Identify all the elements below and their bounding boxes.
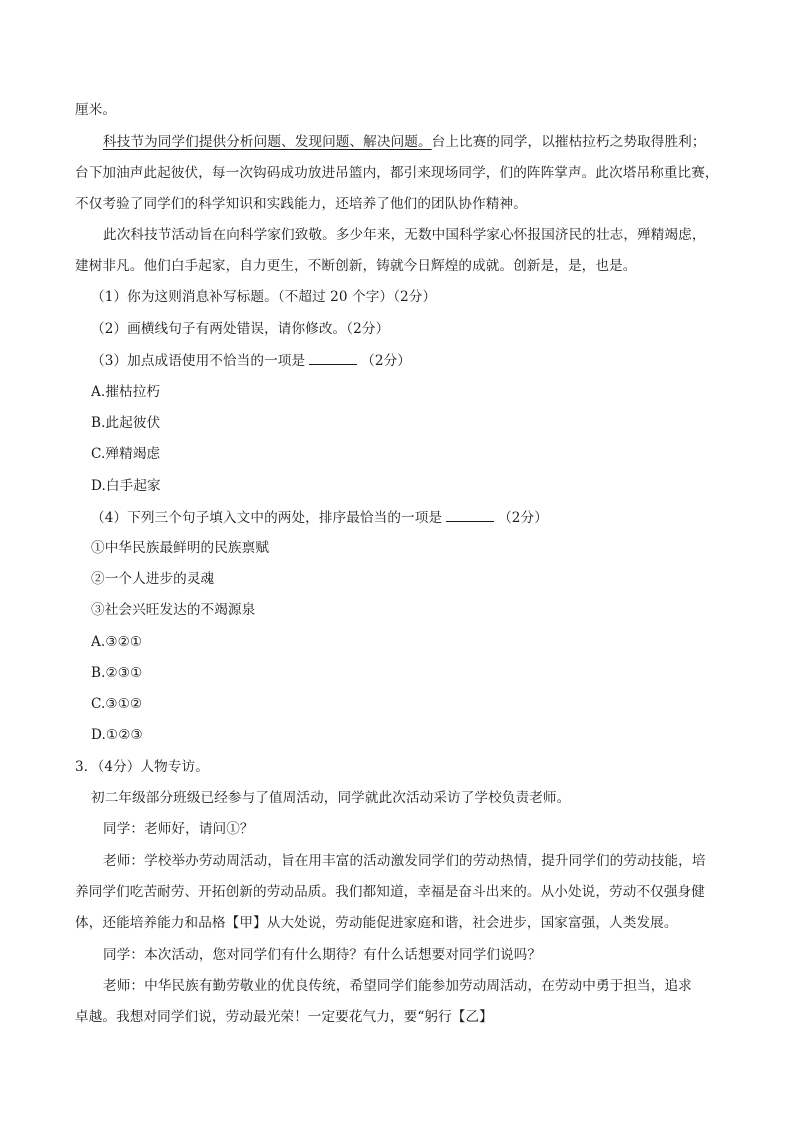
option-c: C.③①② (91, 696, 143, 712)
option-b: B.②③① (91, 665, 143, 681)
sentence-2: ②一个人进步的灵魂 (91, 571, 215, 587)
passage-text: 台上比赛的同学，以摧枯拉朽之势取得胜利； (431, 134, 706, 150)
dialogue-teacher-2: 老师：中华民族有勤劳敬业的优良传统，希望同学们能参加劳动周活动，在劳动中勇于担当，追求 (103, 978, 692, 994)
question-3-text: （3）加点成语使用不恰当的一项是 (91, 353, 306, 369)
question-4-score: （2分） (498, 510, 548, 526)
question-3 (91, 349, 725, 371)
question-4-text: （4）下列三个句子填入文中的两处，排序最恰当的一项是 (91, 510, 443, 526)
dialogue-teacher-1-line-2: 养同学们吃苦耐劳、开拓创新的劳动品质。我们都知道，幸福是奋斗出来的。从小处说，劳动不仅强身健 (75, 884, 705, 900)
option-a: A.③②① (91, 634, 143, 650)
sentence-1: ①中华民族最鲜明的民族禀赋 (91, 540, 270, 556)
question-1: （1）你为这则消息补写标题。（不超过 20 个字）（2分） (91, 289, 437, 305)
passage-line-continuation: 厘米。 (75, 102, 117, 118)
dialogue-teacher-1-line-3: 体，还能培养能力和品格【甲】从大处说，劳动能促进家庭和谐，社会进步，国家富强，人类发展。 (75, 915, 678, 931)
option-d: D.①②③ (91, 727, 143, 743)
passage-paragraph-1 (103, 131, 725, 153)
underlined-sentence: 科技节为同学们提供分析问题、发现问题、解决问题。 (103, 134, 432, 150)
passage-line: 建树非凡。他们白手起家，自力更生，不断创新，铸就今日辉煌的成就。创新是，是，也是。 (75, 258, 637, 274)
option-c: C.殚精竭虑 (91, 446, 161, 462)
answer-blank (309, 349, 357, 365)
option-d: D.白手起家 (91, 478, 161, 494)
option-b: B.此起彼伏 (91, 415, 161, 431)
section-3-intro: 初二年级部分班级已经参与了值周活动，同学就此次活动采访了学校负责老师。 (91, 790, 571, 806)
passage-paragraph-2: 此次科技节活动旨在向科学家们致敬。多少年来，无数中国科学家心怀报国济民的壮志，殚精竭虑， (103, 227, 706, 243)
question-4 (91, 506, 725, 528)
option-a: A.摧枯拉朽 (91, 384, 161, 400)
passage-line: 台下加油声此起彼伏，每一次钩码成功放进吊篮内，都引来现场同学，们的阵阵掌声。此次塔吊称重比赛， (75, 165, 719, 181)
question-3-score: （2分） (361, 353, 411, 369)
dialogue-teacher-2-line-2: 卓越。我想对同学们说，劳动最光荣！一定要花气力，要“躬行【乙】 (75, 1009, 493, 1025)
dialogue-student-1: 同学：老师好，请问①？ (103, 821, 254, 837)
question-2: （2）画横线句子有两处错误，请你修改。（2分） (91, 321, 390, 337)
answer-blank (446, 506, 494, 522)
dialogue-teacher-1: 老师：学校举办劳动周活动，旨在用丰富的活动激发同学们的劳动热情，提升同学们的劳动技能，培 (103, 853, 706, 869)
dialogue-student-2: 同学：本次活动，您对同学们有什么期待？有什么话想要对同学们说吗？ (103, 947, 542, 963)
section-3-heading: 3．（4分）人物专访。 (75, 759, 209, 775)
passage-line: 不仅考验了同学们的科学知识和实践能力，还培养了他们的团队协作精神。 (75, 196, 527, 212)
sentence-3: ③社会兴旺发达的不竭源泉 (91, 602, 256, 618)
